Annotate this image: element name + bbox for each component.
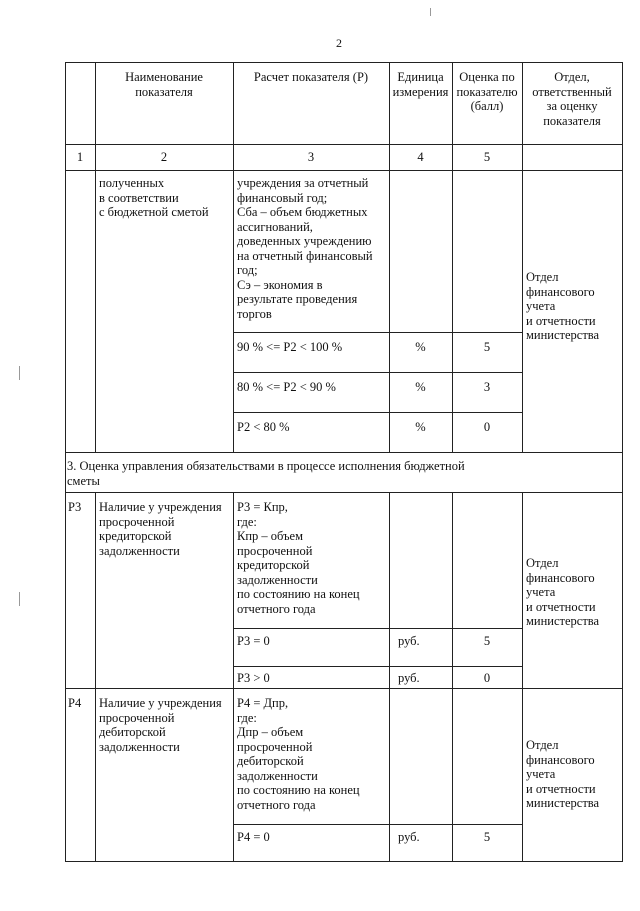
scan-artifact [19, 592, 20, 606]
page-number: 2 [336, 36, 342, 50]
column-number: 4 [417, 150, 424, 164]
p2-department: Отдел финансового учета и отчетности министерства [526, 270, 600, 342]
p2-calculation: учреждения за отчетный финансовый год; Сба – объем бюджетных ассигнований, доведенных учреждению на отчетный финансовый год; Сэ – экономия в результате проведения торгов [237, 176, 373, 321]
column-number: 3 [307, 150, 315, 164]
header-indicator-name: Наименование показателя [125, 70, 203, 99]
column-number: 2 [160, 150, 168, 164]
p4-code: Р4 [68, 696, 82, 710]
p2-score: 0 [483, 420, 491, 434]
indicator-table [65, 62, 623, 862]
header-department: Отдел, ответственный за оценку показателя [532, 70, 612, 128]
p3-score: 5 [483, 634, 491, 648]
p3-department: Отдел финансового учета и отчетности министерства [526, 556, 600, 628]
p3-code: Р3 [68, 500, 82, 514]
p2-condition: 80 % <= P2 < 90 % [237, 380, 336, 394]
p2-score: 5 [483, 340, 491, 354]
header-calculation: Расчет показателя (Р) [253, 70, 369, 84]
p2-indicator-name: полученных в соответствии с бюджетной сметой [99, 176, 209, 219]
p3-unit: руб. [398, 671, 420, 685]
header-score: Оценка по показателю (балл) [456, 70, 518, 113]
column-number: 5 [483, 150, 491, 164]
p3-indicator-name: Наличие у учреждения просроченной кредиторской задолженности [99, 500, 222, 558]
scan-artifact [430, 8, 431, 16]
p3-score: 0 [483, 671, 491, 685]
p4-department: Отдел финансового учета и отчетности министерства [526, 738, 600, 810]
p2-condition: 90 % <= P2 < 100 % [237, 340, 343, 354]
p2-unit: % [415, 420, 426, 434]
p2-condition: P2 < 80 % [237, 420, 290, 434]
p4-indicator-name: Наличие у учреждения просроченной дебиторской задолженности [99, 696, 222, 754]
p3-unit: руб. [398, 634, 420, 648]
p3-calculation: Р3 = Кпр, где: Кпр – объем просроченной кредиторской задолженности по состоянию на конец отчетного года [237, 500, 360, 616]
p3-condition: Р3 > 0 [237, 671, 270, 685]
section-3-title: 3. Оценка управления обязательствами в процессе исполнения бюджетной сметы [67, 459, 465, 488]
scan-artifact [19, 366, 20, 380]
column-number: 1 [76, 150, 84, 164]
p4-calculation: Р4 = Дпр, где: Дпр – объем просроченной дебиторской задолженности по состоянию на конец отчетного года [237, 696, 360, 812]
p2-score: 3 [483, 380, 491, 394]
p4-unit: руб. [398, 830, 420, 844]
p4-condition: Р4 = 0 [237, 830, 270, 844]
p3-condition: Р3 = 0 [237, 634, 270, 648]
p2-unit: % [415, 380, 426, 394]
p2-unit: % [415, 340, 426, 354]
p4-score: 5 [483, 830, 491, 844]
header-unit: Единица измерения [392, 70, 449, 99]
